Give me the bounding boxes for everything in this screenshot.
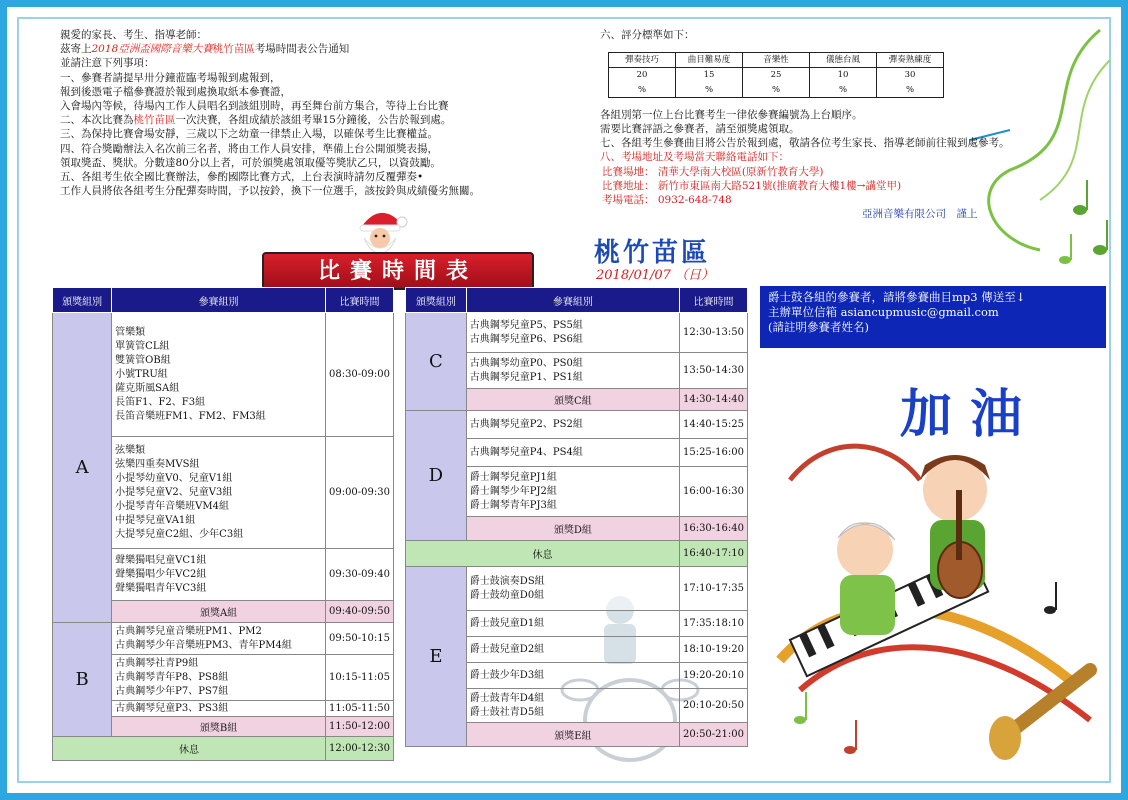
address: 比賽地址： 新竹市東區南大路521號(推廣教育大樓1樓→講堂甲): [602, 179, 902, 192]
score-header: 曲目難易度: [676, 53, 743, 68]
event-date: 2018/01/07 （日）: [596, 268, 715, 283]
header-time: 比賽時間: [325, 288, 393, 313]
group-label-d: D: [406, 411, 467, 541]
time-cell: 18:10-19:20: [679, 637, 747, 663]
group-cell: 古典鋼琴兒童P3、PS3組: [112, 701, 326, 717]
score-value: 10 %: [810, 68, 877, 97]
scoring-note: 七、各組考生參賽曲目將公告於報到處，敬請各位考生家長、指導老師前往報到處參考。: [600, 137, 1010, 150]
header-time: 比賽時間: [679, 288, 747, 313]
rest-row: 休息: [406, 541, 680, 567]
award-row-c: 頒獎C組: [466, 389, 679, 411]
score-value: 20 %: [609, 68, 676, 97]
notice-line: 領取獎盃、獎狀。分數達80分以上者，可於頒獎處領取優等獎狀乙只，以資鼓勵。: [60, 156, 441, 169]
time-cell: 17:10-17:35: [679, 567, 747, 611]
group-cell: 古典鋼琴兒童P5、PS5組 古典鋼琴兒童P6、PS6組: [466, 313, 679, 353]
scoring-table: [608, 52, 944, 98]
time-cell: 09:00-09:30: [325, 437, 393, 549]
notice-line: 五、各組考生依全國比賽辦法，參酌國際比賽方式，上台表演時請勿反覆彈奏•: [60, 171, 424, 184]
group-cell: 爵士鼓少年D3組: [466, 663, 679, 689]
group-cell: 爵士鼓兒童D1組: [466, 611, 679, 637]
time-cell: 14:40-15:25: [679, 411, 747, 439]
group-cell: 古典鋼琴兒童P2、PS2組: [466, 411, 679, 439]
notice-line: 二、本次比賽為桃竹苗區一次決賽，各組成績於該組考畢15分鐘後，公告於報到處。: [60, 114, 452, 127]
notice-line: 一、參賽者請提早卅分鐘蒞臨考場報到處報到，: [60, 71, 281, 84]
header-award: 頒獎組別: [53, 288, 112, 313]
scoring-note: 各組別第一位上台比賽考生一律依參賽編號為上台順序。: [600, 108, 863, 121]
award-time-d: 16:30-16:40: [679, 517, 747, 541]
group-cell: 古典鋼琴社青P9組 古典鋼琴青年P8、PS8組 古典鋼琴少年P7、PS7組: [112, 655, 326, 701]
score-value: 15 %: [676, 68, 743, 97]
group-label-b: B: [53, 623, 112, 737]
award-row-a: 頒獎A組: [112, 601, 326, 623]
group-cell: 聲樂獨唱兒童VC1組 聲樂獨唱少年VC2組 聲樂獨唱青年VC3組: [112, 549, 326, 601]
phone: 考場電話： 0932-648-748: [602, 194, 732, 207]
notice-line: 四、符合獎勵辦法入名次前三名者，將由工作人員安排，準備上台公開頒獎表揚，: [60, 142, 438, 155]
award-time-b: 11:50-12:00: [325, 717, 393, 737]
group-cell: 管樂類 單簧管CL組 雙簧管OB組 小號TRU組 薩克斯風SA組 長笛F1、F2、F3組 長笛音樂班FM1、FM2、FM3組: [112, 313, 326, 437]
group-cell: 爵士鼓青年D4組 爵士鼓社青D5組: [466, 689, 679, 723]
score-header: 彈奏熟練度: [877, 53, 944, 68]
time-cell: 09:30-09:40: [325, 549, 393, 601]
award-row-e: 頒獎E組: [466, 723, 679, 747]
time-cell: 15:25-16:00: [679, 439, 747, 467]
time-cell: 20:10-20:50: [679, 689, 747, 723]
notice-line: 入會場內等候，待場內工作人員唱名到該組別時，再至舞台前方集合，等待上台比賽: [60, 100, 449, 113]
mp3-notice-line: (請註明參賽者姓名): [768, 320, 869, 334]
scoring-note: 需要比賽評語之參賽者，請至頒獎處領取。: [600, 123, 800, 136]
rest-time: 12:00-12:30: [325, 737, 393, 761]
award-row-d: 頒獎D組: [466, 517, 679, 541]
score-value: 25 %: [743, 68, 810, 97]
greeting: 親愛的家長、考生、指導老師：: [60, 29, 207, 41]
time-cell: 08:30-09:00: [325, 313, 393, 437]
notice-line: 報到後憑電子檔參賽證於報到處換取紙本參賽證，: [60, 85, 291, 98]
signature: 亞洲音樂有限公司 謹上: [862, 208, 978, 221]
award-row-b: 頒獎B組: [112, 717, 326, 737]
award-time-a: 09:40-09:50: [325, 601, 393, 623]
items-intro: 並請注意下列事項：: [60, 57, 155, 70]
schedule-table-left: [52, 287, 394, 761]
group-cell: 爵士鼓兒童D2組: [466, 637, 679, 663]
email-line: 主辦單位信箱 asiancupmusic@gmail.com: [768, 305, 999, 319]
mp3-notice-line: 爵士鼓各組的參賽者，請將參賽曲目mp3 傳送至↓: [768, 290, 1026, 304]
group-cell: 古典鋼琴兒童音樂班PM1、PM2 古典鋼琴少年音樂班PM3、青年PM4組: [112, 623, 326, 655]
award-time-e: 20:50-21:00: [679, 723, 747, 747]
time-cell: 12:30-13:50: [679, 313, 747, 353]
time-cell: 11:05-11:50: [325, 701, 393, 717]
header-group: 參賽組別: [112, 288, 326, 313]
notice-line: 三、為保持比賽會場安靜，三歲以下之幼童一律禁止入場，以確保考生比賽權益。: [60, 128, 438, 141]
intro-line: 茲寄上2018亞洲盃國際音樂大賽桃竹苗區考場時間表公告通知: [60, 43, 350, 56]
group-label-c: C: [406, 313, 467, 411]
notice-text: [60, 28, 600, 198]
time-cell: 19:20-20:10: [679, 663, 747, 689]
group-cell: 古典鋼琴幼童P0、PS0組 古典鋼琴兒童P1、PS1組: [466, 353, 679, 389]
notice-line: 工作人員將依各組考生分配彈奏時間，予以按鈴，換下一位選手，該按鈴與成績優劣無關。: [60, 185, 480, 198]
group-label-a: A: [53, 313, 112, 623]
santa-icon: [350, 208, 410, 254]
score-header: 音樂性: [743, 53, 810, 68]
rest-time: 16:40-17:10: [679, 541, 747, 567]
time-cell: 13:50-14:30: [679, 353, 747, 389]
group-cell: 古典鋼琴兒童P4、PS4組: [466, 439, 679, 467]
score-value: 30 %: [877, 68, 944, 97]
time-cell: 09:50-10:15: [325, 623, 393, 655]
kids-music-illustration-icon: [770, 420, 1100, 780]
award-time-c: 14:30-14:40: [679, 389, 747, 411]
region-title: 桃竹苗區: [594, 238, 711, 268]
scoring-section: [600, 28, 1100, 221]
contact-title: 八、考場地址及考場當天聯絡電話如下：: [600, 151, 789, 164]
group-label-e: E: [406, 567, 467, 747]
time-cell: 17:35:18:10: [679, 611, 747, 637]
schedule-banner: 比賽時間表: [262, 252, 534, 290]
score-header: 彈奏技巧: [609, 53, 676, 68]
cheer-text: 加油: [900, 384, 1041, 445]
scoring-title: 六、評分標準如下：: [600, 29, 695, 41]
header-group: 參賽組別: [466, 288, 679, 313]
venue: 比賽場地： 清華大學南大校區(原新竹教育大學): [602, 165, 824, 178]
group-cell: 爵士鋼琴兒童PJ1組 爵士鋼琴少年PJ2組 爵士鋼琴青年PJ3組: [466, 467, 679, 517]
group-cell: 爵士鼓演奏DS組 爵士鼓幼童D0組: [466, 567, 679, 611]
time-cell: 10:15-11:05: [325, 655, 393, 701]
score-header: 儀態台風: [810, 53, 877, 68]
mp3-upload-notice: [760, 286, 1106, 348]
time-cell: 16:00-16:30: [679, 467, 747, 517]
group-cell: 弦樂類 弦樂四重奏MVS組 小提琴幼童V0、兒童V1組 小提琴兒童V2、兒童V3組 小提琴青年音樂班VM4組 中提琴兒童VA1組 大提琴兒童C2組、少年C3組: [112, 437, 326, 549]
schedule-table-right: [405, 287, 748, 747]
rest-row: 休息: [53, 737, 326, 761]
header-award: 頒獎組別: [406, 288, 467, 313]
